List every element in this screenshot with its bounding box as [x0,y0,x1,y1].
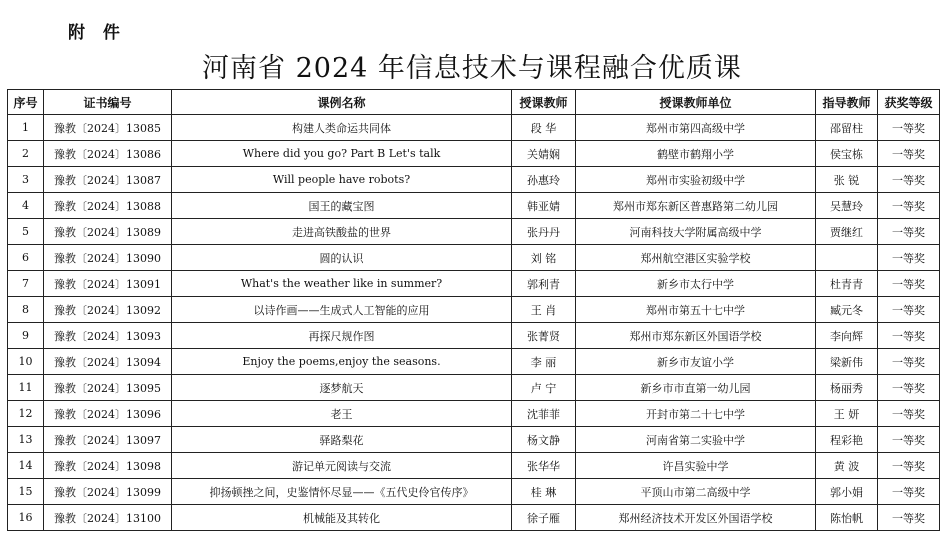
table-row [8,479,940,505]
cell-lesson: What's the weather like in summer? [172,271,512,297]
cell-lesson: 国王的藏宝图 [172,193,512,219]
cell-lesson: 以诗作画——生成式人工智能的应用 [172,297,512,323]
cell-advisor: 王 妍 [816,401,878,427]
table-row [8,141,940,167]
col-header-teacher: 授课教师 [512,90,576,115]
table-row [8,297,940,323]
cell-teacher: 杨文静 [512,427,576,453]
table-row [8,115,940,141]
cell-unit: 郑州市第四高级中学 [576,115,816,141]
cell-index: 13 [8,427,44,453]
cell-unit: 河南科技大学附属高级中学 [576,219,816,245]
cell-advisor [816,245,878,271]
cell-advisor: 程彩艳 [816,427,878,453]
col-header-award: 获奖等级 [878,90,940,115]
cell-unit: 郑州市第五十七中学 [576,297,816,323]
cell-index: 2 [8,141,44,167]
col-header-index: 序号 [8,90,44,115]
cell-index: 3 [8,167,44,193]
col-header-advisor: 指导教师 [816,90,878,115]
cell-lesson: 游记单元阅读与交流 [172,453,512,479]
cell-advisor: 李向辉 [816,323,878,349]
cell-award: 一等奖 [878,167,940,193]
cell-lesson: 圆的认识 [172,245,512,271]
cell-award: 一等奖 [878,219,940,245]
cell-index: 8 [8,297,44,323]
cell-unit: 鹤壁市鹤翔小学 [576,141,816,167]
award-table [7,89,940,531]
cell-award: 一等奖 [878,505,940,531]
cell-index: 9 [8,323,44,349]
cell-advisor: 陈怡帆 [816,505,878,531]
cell-cert-no: 豫教〔2024〕13091 [44,271,172,297]
cell-award: 一等奖 [878,193,940,219]
cell-teacher: 郭利青 [512,271,576,297]
cell-teacher: 桂 琳 [512,479,576,505]
cell-unit: 郑州市郑东新区外国语学校 [576,323,816,349]
cell-unit: 新乡市市直第一幼儿园 [576,375,816,401]
cell-lesson: 走进高铁酸盐的世界 [172,219,512,245]
cell-award: 一等奖 [878,297,940,323]
cell-advisor: 邵留柱 [816,115,878,141]
cell-unit: 平顶山市第二高级中学 [576,479,816,505]
cell-index: 1 [8,115,44,141]
cell-unit: 郑州市郑东新区普惠路第二幼儿园 [576,193,816,219]
cell-cert-no: 豫教〔2024〕13090 [44,245,172,271]
page-title: 河南省 2024 年信息技术与课程融合优质课 [202,53,742,84]
cell-unit: 新乡市友谊小学 [576,349,816,375]
cell-lesson: Enjoy the poems,enjoy the seasons. [172,349,512,375]
cell-award: 一等奖 [878,479,940,505]
cell-lesson: 抑扬顿挫之间，史鉴情怀尽显——《五代史伶官传序》 [172,479,512,505]
cell-advisor: 梁新伟 [816,349,878,375]
cell-advisor: 贾继红 [816,219,878,245]
cell-unit: 许昌实验中学 [576,453,816,479]
cell-lesson: Will people have robots? [172,167,512,193]
cell-cert-no: 豫教〔2024〕13100 [44,505,172,531]
cell-index: 15 [8,479,44,505]
cell-cert-no: 豫教〔2024〕13089 [44,219,172,245]
table-row [8,245,940,271]
col-header-unit: 授课教师单位 [576,90,816,115]
table-row [8,323,940,349]
cell-cert-no: 豫教〔2024〕13088 [44,193,172,219]
cell-award: 一等奖 [878,141,940,167]
col-header-lesson: 课例名称 [172,90,512,115]
cell-cert-no: 豫教〔2024〕13092 [44,297,172,323]
cell-teacher: 沈菲菲 [512,401,576,427]
cell-award: 一等奖 [878,115,940,141]
cell-lesson: 逐梦航天 [172,375,512,401]
table-row [8,505,940,531]
cell-index: 6 [8,245,44,271]
table-row [8,349,940,375]
table-row [8,427,940,453]
cell-cert-no: 豫教〔2024〕13087 [44,167,172,193]
cell-award: 一等奖 [878,323,940,349]
cell-teacher: 段 华 [512,115,576,141]
table-row [8,453,940,479]
cell-lesson: Where did you go? Part B Let's talk [172,141,512,167]
table-row [8,219,940,245]
cell-teacher: 王 肖 [512,297,576,323]
cell-unit: 郑州市实验初级中学 [576,167,816,193]
table-header-row [8,90,940,115]
cell-index: 5 [8,219,44,245]
cell-unit: 开封市第二十七中学 [576,401,816,427]
cell-advisor: 张 锐 [816,167,878,193]
cell-lesson: 再探尺规作图 [172,323,512,349]
cell-index: 7 [8,271,44,297]
table-row [8,375,940,401]
cell-unit: 新乡市太行中学 [576,271,816,297]
cell-lesson: 机械能及其转化 [172,505,512,531]
cell-index: 11 [8,375,44,401]
col-header-cert-no: 证书编号 [44,90,172,115]
cell-teacher: 李 丽 [512,349,576,375]
table-row [8,401,940,427]
cell-cert-no: 豫教〔2024〕13096 [44,401,172,427]
cell-cert-no: 豫教〔2024〕13098 [44,453,172,479]
cell-index: 12 [8,401,44,427]
cell-index: 14 [8,453,44,479]
cell-cert-no: 豫教〔2024〕13097 [44,427,172,453]
table-row [8,193,940,219]
cell-award: 一等奖 [878,271,940,297]
cell-teacher: 卢 宁 [512,375,576,401]
cell-advisor: 吴慧玲 [816,193,878,219]
cell-advisor: 郭小娟 [816,479,878,505]
cell-award: 一等奖 [878,245,940,271]
table-row [8,167,940,193]
cell-advisor: 杨丽秀 [816,375,878,401]
table-row [8,271,940,297]
cell-award: 一等奖 [878,375,940,401]
cell-advisor: 杜青青 [816,271,878,297]
cell-teacher: 徐子雁 [512,505,576,531]
cell-cert-no: 豫教〔2024〕13099 [44,479,172,505]
cell-index: 10 [8,349,44,375]
cell-teacher: 孙惠玲 [512,167,576,193]
cell-award: 一等奖 [878,453,940,479]
cell-cert-no: 豫教〔2024〕13094 [44,349,172,375]
cell-advisor: 臧元冬 [816,297,878,323]
cell-teacher: 关婧娴 [512,141,576,167]
cell-teacher: 张菁贤 [512,323,576,349]
cell-advisor: 黄 波 [816,453,878,479]
cell-unit: 河南省第二实验中学 [576,427,816,453]
cell-unit: 郑州经济技术开发区外国语学校 [576,505,816,531]
cell-lesson: 构建人类命运共同体 [172,115,512,141]
cell-lesson: 老王 [172,401,512,427]
cell-award: 一等奖 [878,349,940,375]
cell-teacher: 韩亚婧 [512,193,576,219]
cell-teacher: 张丹丹 [512,219,576,245]
cell-teacher: 张华华 [512,453,576,479]
cell-index: 4 [8,193,44,219]
cell-teacher: 刘 铭 [512,245,576,271]
cell-award: 一等奖 [878,427,940,453]
attachment-label: 附 件 [68,23,126,43]
cell-lesson: 驿路梨花 [172,427,512,453]
cell-cert-no: 豫教〔2024〕13093 [44,323,172,349]
cell-cert-no: 豫教〔2024〕13095 [44,375,172,401]
cell-award: 一等奖 [878,401,940,427]
cell-cert-no: 豫教〔2024〕13086 [44,141,172,167]
cell-cert-no: 豫教〔2024〕13085 [44,115,172,141]
cell-unit: 郑州航空港区实验学校 [576,245,816,271]
cell-advisor: 侯宝栋 [816,141,878,167]
cell-index: 16 [8,505,44,531]
